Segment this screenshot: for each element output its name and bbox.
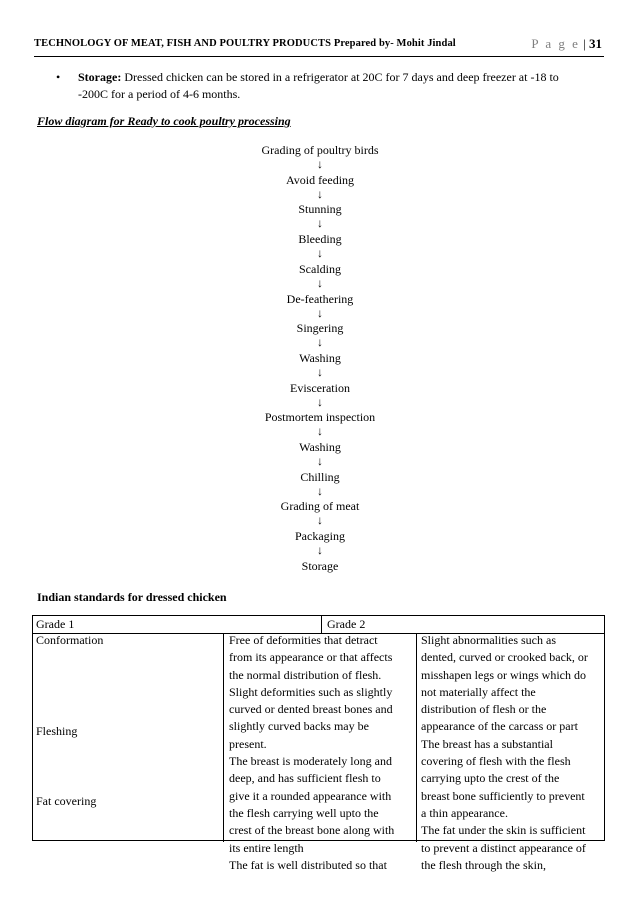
table-cell-line: a thin appearance.	[421, 805, 508, 820]
storage-bullet-text	[78, 69, 606, 103]
flow-arrow-icon: ↓	[317, 157, 323, 171]
table-cell-line: Slight abnormalities such as	[421, 633, 556, 647]
standards-heading: Indian standards for dressed chicken	[37, 590, 227, 604]
row-label-conformation: Conformation	[36, 633, 104, 647]
flow-step: Avoid feeding	[285, 172, 355, 187]
flow-step: De-feathering	[286, 291, 354, 306]
table-cell-line: The breast has a substantial	[421, 736, 553, 751]
flow-arrow-icon: ↓	[317, 424, 323, 439]
standards-table	[32, 615, 605, 872]
table-cell-line: dented, curved or crooked back, or	[421, 650, 588, 665]
flow-step: Storage	[301, 558, 339, 573]
page-separator: |	[583, 36, 586, 51]
table-cell-line: from its appearance or that affects	[229, 650, 393, 665]
flow-step: Singering	[296, 321, 344, 336]
table-cell-line: present.	[229, 736, 267, 751]
page-word: P a g e	[531, 36, 580, 51]
flow-arrow-icon: ↓	[317, 513, 323, 528]
flow-step: Chilling	[300, 469, 340, 484]
flow-arrow-icon: ↓	[317, 305, 323, 320]
flow-arrow-icon: ↓	[317, 335, 323, 350]
flow-arrow-icon: ↓	[317, 186, 323, 201]
table-cell-line: appearance of the carcass or part	[421, 719, 578, 734]
flow-step: Washing	[299, 350, 341, 365]
flow-step: Evisceration	[290, 380, 350, 395]
table-cell-line: Slight deformities such as slightly	[229, 684, 393, 699]
table-cell-line: The breast is moderately long and	[229, 754, 392, 769]
row-label-fat-covering: Fat covering	[36, 794, 97, 808]
flow-step: Stunning	[298, 202, 342, 217]
flow-arrow-icon: ↓	[317, 454, 323, 468]
flow-step: Grading of meat	[280, 499, 360, 514]
flow-arrow-icon: ↓	[317, 275, 323, 290]
flow-arrow-icon: ↓	[317, 483, 323, 498]
page-header	[34, 36, 604, 57]
flow-diagram-heading: Flow diagram for Ready to cook poultry processing	[37, 114, 291, 128]
table-cell-line: the flesh carrying well upto the	[229, 805, 379, 820]
flow-step: Grading of poultry birds	[261, 143, 379, 157]
flow-step: Washing	[299, 440, 341, 454]
flow-step: Postmortem inspection	[264, 410, 376, 425]
table-cell-line: not materially affect the	[421, 684, 536, 699]
flow-step: Scalding	[299, 261, 341, 276]
row-label-fleshing: Fleshing	[36, 724, 78, 738]
flow-arrow-icon: ↓	[317, 246, 323, 261]
page-number-value: 31	[589, 36, 602, 51]
grade-1-text	[229, 632, 394, 874]
table-cell-line: distribution of flesh or the	[421, 702, 547, 717]
table-cell-line: to prevent a distinct appearance of	[421, 840, 586, 855]
table-cell-line: give it a rounded appearance with	[229, 788, 392, 803]
table-cell-line: curved or dented breast bones and	[229, 702, 393, 717]
table-cell-line: slightly curved backs may be	[229, 719, 369, 734]
storage-line-2: -200C for a period of 4-6 months.	[78, 87, 241, 101]
table-cell-line: the flesh through the skin,	[421, 857, 546, 872]
table-cell-line: carrying upto the crest of the	[421, 771, 560, 786]
table-divider-2	[416, 634, 417, 842]
table-divider-1	[223, 634, 224, 842]
table-cell-line: crest of the breast bone along with	[229, 823, 395, 838]
table-header-grade-2: Grade 2	[327, 617, 366, 631]
flow-arrow-icon: ↓	[317, 394, 323, 409]
bullet-icon: •	[56, 70, 61, 84]
page-number	[531, 36, 602, 52]
table-cell-line: The fat under the skin is sufficient	[421, 823, 586, 838]
table-cell-line: covering of flesh with the flesh	[421, 754, 571, 769]
storage-label: Storage:	[78, 70, 122, 84]
table-cell-line: Free of deformities that detract	[229, 633, 378, 647]
flow-arrow-icon: ↓	[317, 543, 323, 558]
header-title: TECHNOLOGY OF MEAT, FISH AND POULTRY PRODUCTS Prepared by- Mohit Jindal	[34, 38, 456, 49]
table-cell-line: breast bone sufficiently to prevent	[421, 788, 585, 803]
table-header-grade-1: Grade 1	[33, 616, 322, 633]
flow-arrow-icon: ↓	[317, 364, 323, 379]
grade-2-text	[421, 632, 588, 874]
table-cell-line: misshapen legs or wings which do	[421, 667, 586, 682]
table-cell-line: the normal distribution of flesh.	[229, 667, 382, 682]
table-cell-line: its entire length	[229, 840, 304, 855]
storage-line-1: Dressed chicken can be stored in a refrigerator at 20C for 7 days and deep freezer at -18 to	[121, 70, 559, 84]
table-cell-line: deep, and has sufficient flesh to	[229, 771, 381, 786]
flow-step: Packaging	[295, 529, 345, 544]
flow-arrow-icon: ↓	[317, 216, 323, 231]
flow-step: Bleeding	[298, 232, 342, 247]
table-cell-line: The fat is well distributed so that	[229, 857, 387, 872]
